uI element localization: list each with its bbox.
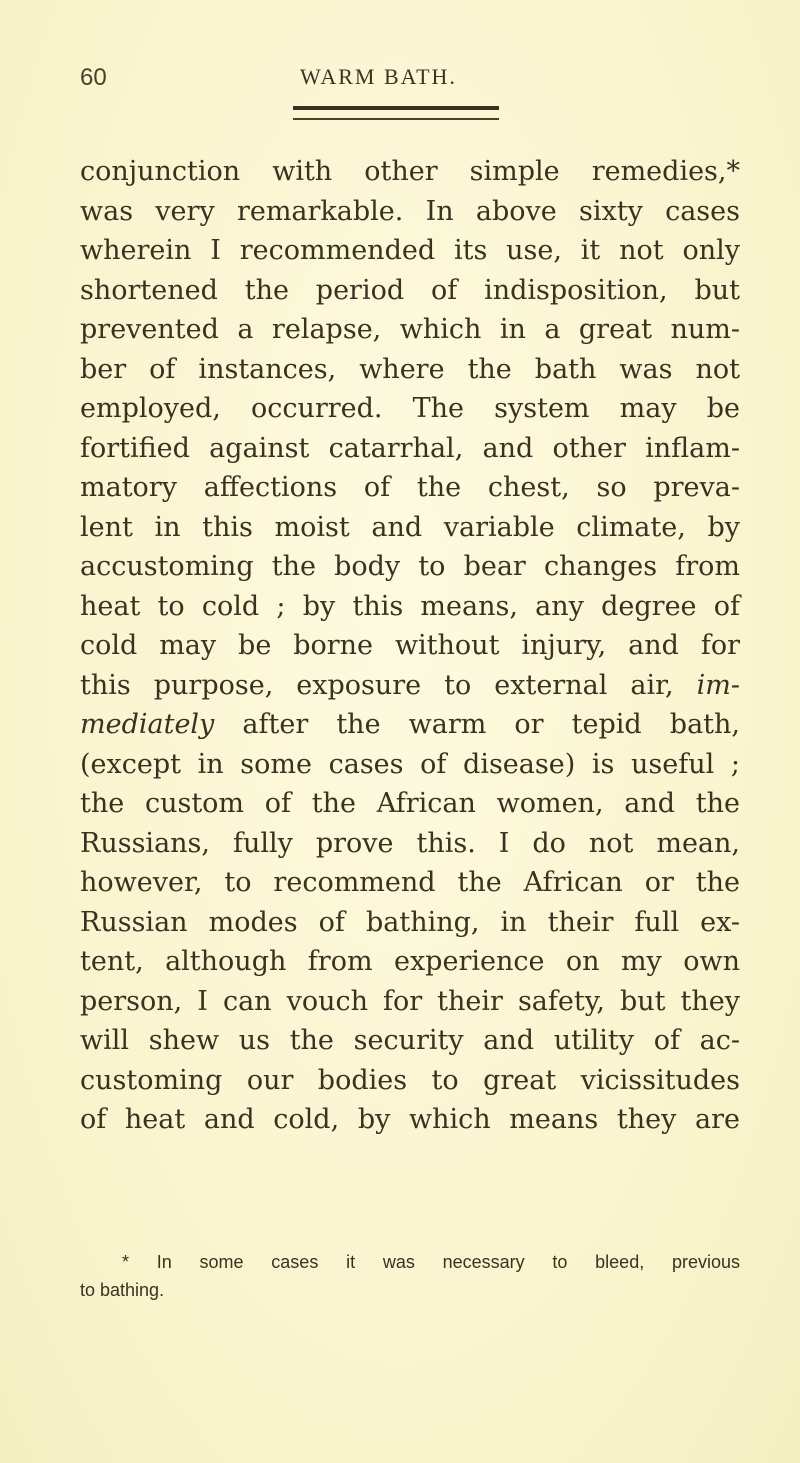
text-line: of heat and cold, by which means they are bbox=[80, 1104, 740, 1135]
text-line: lent in this moist and variable climate, by bbox=[80, 511, 740, 543]
text-line: heat to cold ; by this means, any degree of bbox=[80, 590, 740, 622]
text-line: however, to recommend the African or the bbox=[80, 867, 740, 898]
text-line bbox=[80, 666, 740, 706]
header-rule-thin bbox=[293, 118, 499, 120]
running-title: WARM BATH. bbox=[300, 64, 457, 89]
text-line: shortened the period of indisposition, but bbox=[80, 274, 740, 306]
body-text bbox=[80, 152, 740, 1140]
text-line: ber of instances, where the bath was not bbox=[80, 353, 740, 385]
text-line: (except in some cases of disease) is useful ; bbox=[80, 748, 740, 780]
footnote-line: to bathing. bbox=[80, 1280, 165, 1300]
text-line: cold may be borne without injury, and for bbox=[80, 630, 740, 661]
text-line: will shew us the security and utility of ac- bbox=[80, 1025, 740, 1056]
header-rule-thick bbox=[293, 106, 499, 110]
text-line: employed, occurred. The system may be bbox=[80, 393, 740, 424]
text-line: accustoming the body to bear changes from bbox=[80, 551, 740, 582]
text-segment: after the warm or tepid bath, bbox=[242, 709, 740, 740]
text-line: Russian modes of bathing, in their full ex- bbox=[80, 906, 740, 938]
page-header bbox=[0, 64, 800, 104]
text-line bbox=[80, 705, 740, 745]
text-line: person, I can vouch for their safety, but they bbox=[80, 985, 740, 1017]
text-line: tent, although from experience on my own bbox=[80, 946, 740, 977]
text-line: fortified against catarrhal, and other inflam- bbox=[80, 432, 740, 464]
italic-text: mediately bbox=[80, 709, 215, 740]
text-line: Russians, fully prove this. I do not mean, bbox=[80, 827, 740, 859]
text-segment: this purpose, exposure to external air, bbox=[80, 669, 674, 701]
footnote-line: * In some cases it was necessary to bleed, previous bbox=[122, 1252, 740, 1272]
text-line: wherein I recommended its use, it not only bbox=[80, 235, 740, 266]
italic-text: im- bbox=[696, 669, 740, 701]
text-line: prevented a relapse, which in a great num- bbox=[80, 314, 740, 345]
page-number: 60 bbox=[80, 64, 107, 91]
text-line: conjunction with other simple remedies,* bbox=[80, 156, 740, 187]
text-line: matory affections of the chest, so preva- bbox=[80, 472, 740, 503]
text-line: was very remarkable. In above sixty cases bbox=[80, 195, 740, 227]
text-line: customing our bodies to great vicissitudes bbox=[80, 1064, 740, 1096]
text-line: the custom of the African women, and the bbox=[80, 788, 740, 819]
footnote bbox=[80, 1248, 740, 1304]
